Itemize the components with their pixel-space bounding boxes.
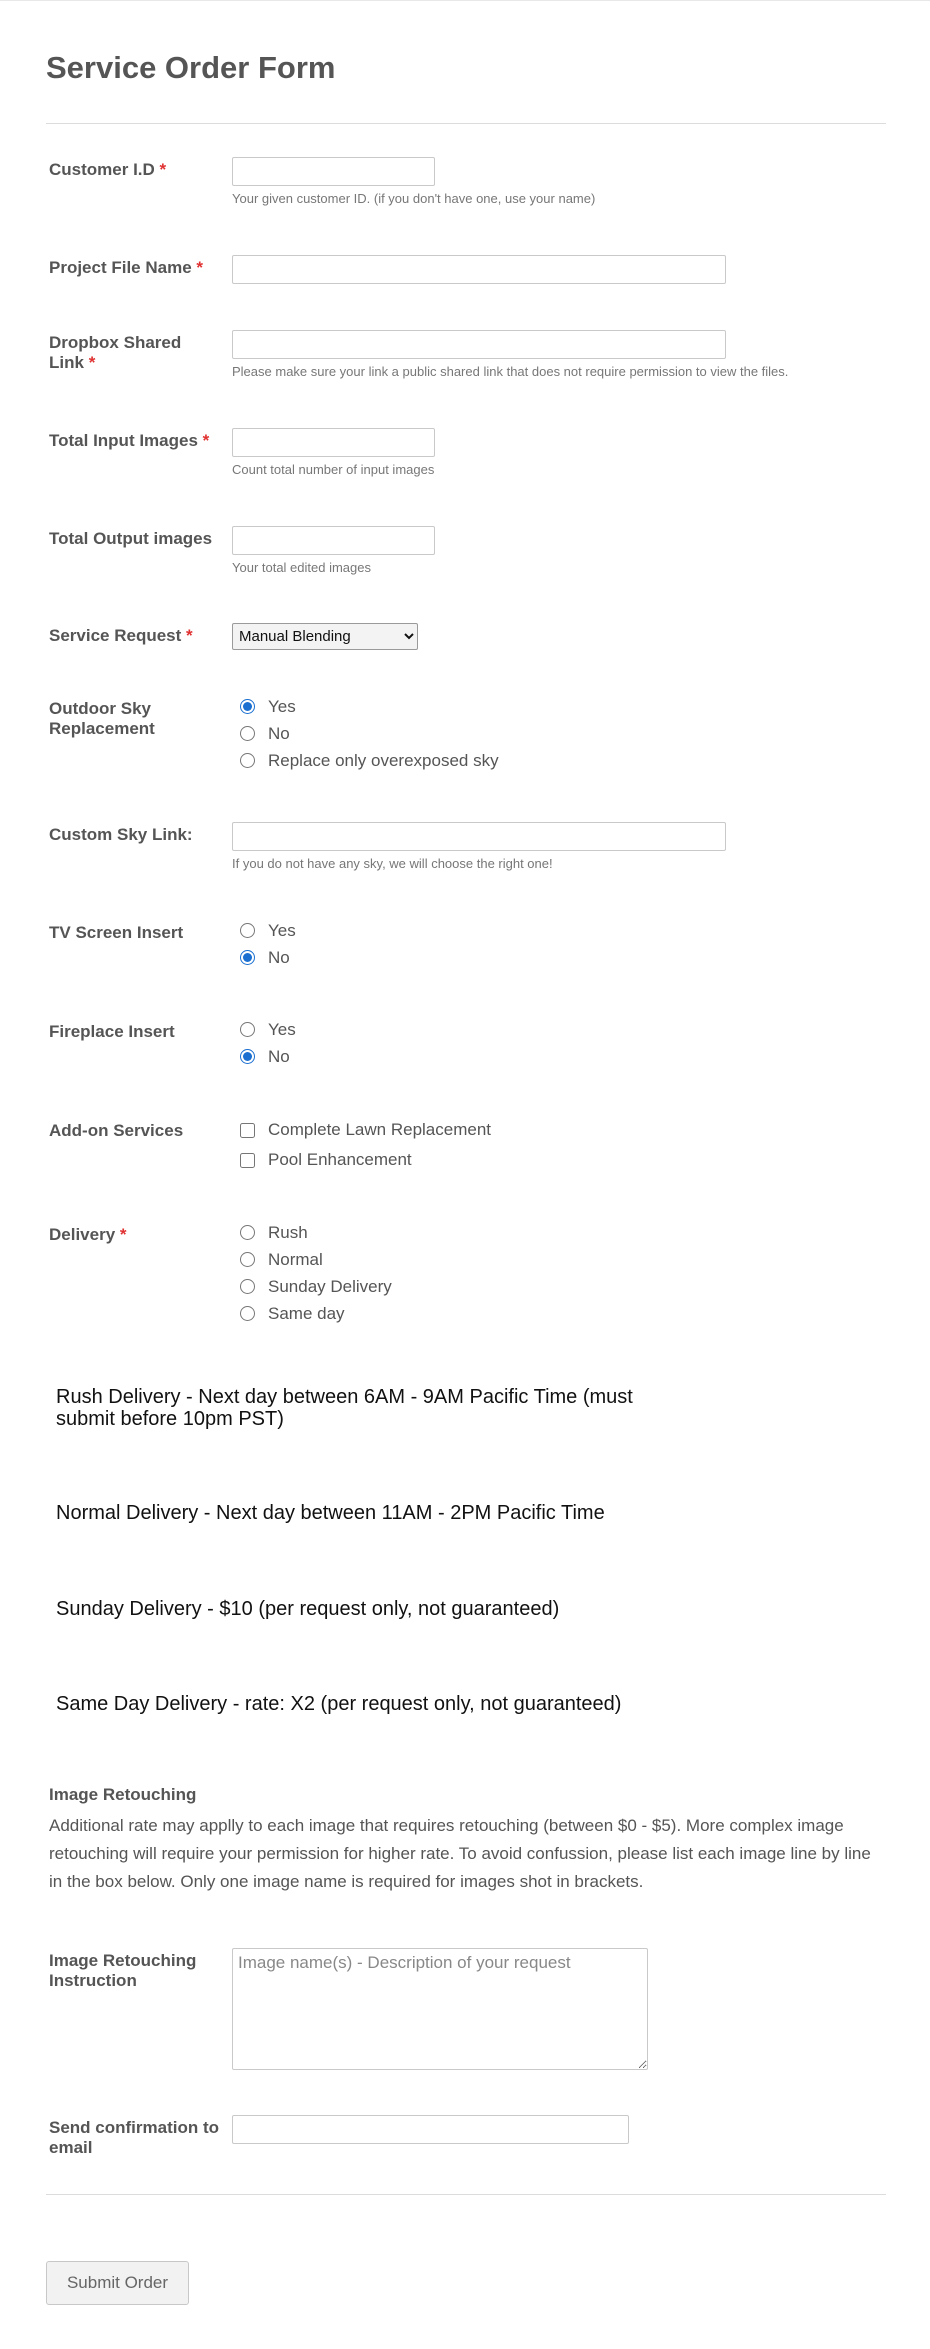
custom-sky-link-input[interactable] xyxy=(232,822,726,851)
tv-screen-option-no[interactable] xyxy=(232,944,296,971)
outdoor-sky-option-label: No xyxy=(268,723,290,743)
tv-screen-option-yes[interactable] xyxy=(232,917,296,944)
delivery-option-rush[interactable] xyxy=(232,1219,392,1246)
project-file-name-control xyxy=(232,255,726,284)
tv-screen-radio-yes[interactable] xyxy=(240,923,255,938)
delivery-option-same-day[interactable] xyxy=(232,1300,392,1327)
outdoor-sky-option-label: Yes xyxy=(268,696,296,716)
fireplace-option-label: Yes xyxy=(268,1019,296,1039)
dropbox-link-control xyxy=(232,330,788,379)
confirmation-email-control xyxy=(232,2115,629,2144)
delivery-option-label: Same day xyxy=(268,1303,345,1323)
dropbox-link-hint: Please make sure your link a public shared link that does not require permission to view the files. xyxy=(232,364,789,379)
outdoor-sky-radio-overexposed[interactable] xyxy=(240,753,255,768)
delivery-label-text: Delivery xyxy=(49,1225,116,1244)
required-mark: * xyxy=(88,353,96,372)
service-request-select[interactable] xyxy=(232,623,418,650)
page-title: Service Order Form xyxy=(46,50,336,85)
outdoor-sky-options xyxy=(232,693,499,774)
service-request-label xyxy=(49,626,229,646)
outdoor-sky-radio-yes[interactable] xyxy=(240,699,255,714)
custom-sky-link-hint: If you do not have any sky, we will choose the right one! xyxy=(232,856,553,871)
required-mark: * xyxy=(186,626,193,645)
delivery-label xyxy=(49,1225,229,1245)
footer-divider xyxy=(46,2194,886,2195)
total-output-images-hint: Your total edited images xyxy=(232,560,372,575)
fireplace-option-no[interactable] xyxy=(232,1043,296,1070)
retouching-instruction-label: Image Retouching Instruction xyxy=(49,1951,197,1990)
delivery-option-normal[interactable] xyxy=(232,1246,392,1273)
total-output-images-control xyxy=(232,526,435,575)
custom-sky-link-label: Custom Sky Link: xyxy=(49,825,193,844)
required-mark: * xyxy=(119,1225,127,1244)
tv-screen-radio-no[interactable] xyxy=(240,950,255,965)
required-mark: * xyxy=(159,160,167,179)
required-mark: * xyxy=(202,431,210,450)
outdoor-sky-option-overexposed[interactable] xyxy=(232,747,499,774)
addon-option-label: Pool Enhancement xyxy=(268,1150,412,1169)
custom-sky-link-control xyxy=(232,822,726,871)
notice-rush-delivery: Rush Delivery - Next day between 6AM - 9AM Pacific Time (must submit before 10pm PST) xyxy=(56,1386,633,1430)
outdoor-sky-option-label: Replace only overexposed sky xyxy=(268,750,499,770)
required-mark: * xyxy=(196,258,204,277)
header-divider xyxy=(46,123,886,124)
outdoor-sky-radio-no[interactable] xyxy=(240,726,255,741)
delivery-radio-rush[interactable] xyxy=(240,1225,255,1240)
notice-same-day-delivery: Same Day Delivery - rate: X2 (per request only, not guaranteed) xyxy=(56,1693,622,1715)
total-input-images-label xyxy=(49,431,229,451)
fireplace-radio-no[interactable] xyxy=(240,1049,255,1064)
customer-id-control xyxy=(232,157,595,206)
total-input-images-input[interactable] xyxy=(232,428,435,457)
total-input-images-label-text: Total Input Images xyxy=(49,431,198,450)
addon-option-pool[interactable] xyxy=(232,1145,491,1175)
fireplace-options xyxy=(232,1016,296,1070)
customer-id-input[interactable] xyxy=(232,157,435,186)
delivery-radio-same-day[interactable] xyxy=(240,1306,255,1321)
notice-normal-delivery: Normal Delivery - Next day between 11AM - 2PM Pacific Time xyxy=(56,1502,605,1524)
project-file-name-label-text: Project File Name xyxy=(49,258,192,277)
confirmation-email-label: Send confirmation to email xyxy=(49,2118,219,2157)
fireplace-radio-yes[interactable] xyxy=(240,1022,255,1037)
tv-screen-option-label: Yes xyxy=(268,920,296,940)
tv-screen-option-label: No xyxy=(268,947,290,967)
notice-sunday-delivery: Sunday Delivery - $10 (per request only, not guaranteed) xyxy=(56,1598,560,1620)
fireplace-option-label: No xyxy=(268,1046,290,1066)
outdoor-sky-label: Outdoor Sky Replacement xyxy=(49,699,155,738)
addons-options xyxy=(232,1115,491,1175)
service-request-control xyxy=(232,623,418,650)
project-file-name-input[interactable] xyxy=(232,255,726,284)
tv-screen-options xyxy=(232,917,296,971)
delivery-option-label: Normal xyxy=(268,1249,323,1269)
total-output-images-label: Total Output images xyxy=(49,529,213,548)
delivery-option-sunday[interactable] xyxy=(232,1273,392,1300)
fireplace-option-yes[interactable] xyxy=(232,1016,296,1043)
submit-order-button[interactable]: Submit Order xyxy=(46,2261,189,2305)
delivery-option-label: Rush xyxy=(268,1222,308,1242)
delivery-option-label: Sunday Delivery xyxy=(268,1276,392,1296)
retouching-description: Additional rate may applly to each image that requires retouching (between $0 - $5). More complex image retouching will require your permission for higher rate. To avoid confussion, please list each image line by line in the box below. Only one image name is required for images shot in brackets. xyxy=(49,1816,871,1891)
confirmation-email-input[interactable] xyxy=(232,2115,629,2144)
total-input-images-control xyxy=(232,428,435,477)
delivery-radio-normal[interactable] xyxy=(240,1252,255,1267)
delivery-options xyxy=(232,1219,392,1327)
addon-option-label: Complete Lawn Replacement xyxy=(268,1120,492,1139)
top-divider xyxy=(0,0,930,1)
addon-checkbox-lawn[interactable] xyxy=(240,1123,255,1138)
total-output-images-input[interactable] xyxy=(232,526,435,555)
dropbox-link-label-text: Dropbox Shared Link xyxy=(49,333,182,372)
outdoor-sky-option-no[interactable] xyxy=(232,720,499,747)
customer-id-hint: Your given customer ID. (if you don't have one, use your name) xyxy=(232,191,596,206)
dropbox-link-label xyxy=(49,333,199,373)
retouching-instruction-textarea[interactable] xyxy=(232,1948,648,2070)
outdoor-sky-option-yes[interactable] xyxy=(232,693,499,720)
customer-id-label-text: Customer I.D xyxy=(49,160,155,179)
addon-option-lawn[interactable] xyxy=(232,1115,491,1145)
retouching-instruction-control xyxy=(232,1948,648,2075)
service-request-label-text: Service Request xyxy=(49,626,182,645)
delivery-radio-sunday[interactable] xyxy=(240,1279,255,1294)
total-input-images-hint: Count total number of input images xyxy=(232,462,435,477)
customer-id-label xyxy=(49,160,229,180)
project-file-name-label xyxy=(49,258,229,278)
addons-label: Add-on Services xyxy=(49,1121,184,1140)
retouching-heading: Image Retouching xyxy=(49,1785,197,1804)
addon-checkbox-pool[interactable] xyxy=(240,1153,255,1168)
fireplace-label: Fireplace Insert xyxy=(49,1022,175,1041)
dropbox-link-input[interactable] xyxy=(232,330,726,359)
tv-screen-label: TV Screen Insert xyxy=(49,923,184,942)
